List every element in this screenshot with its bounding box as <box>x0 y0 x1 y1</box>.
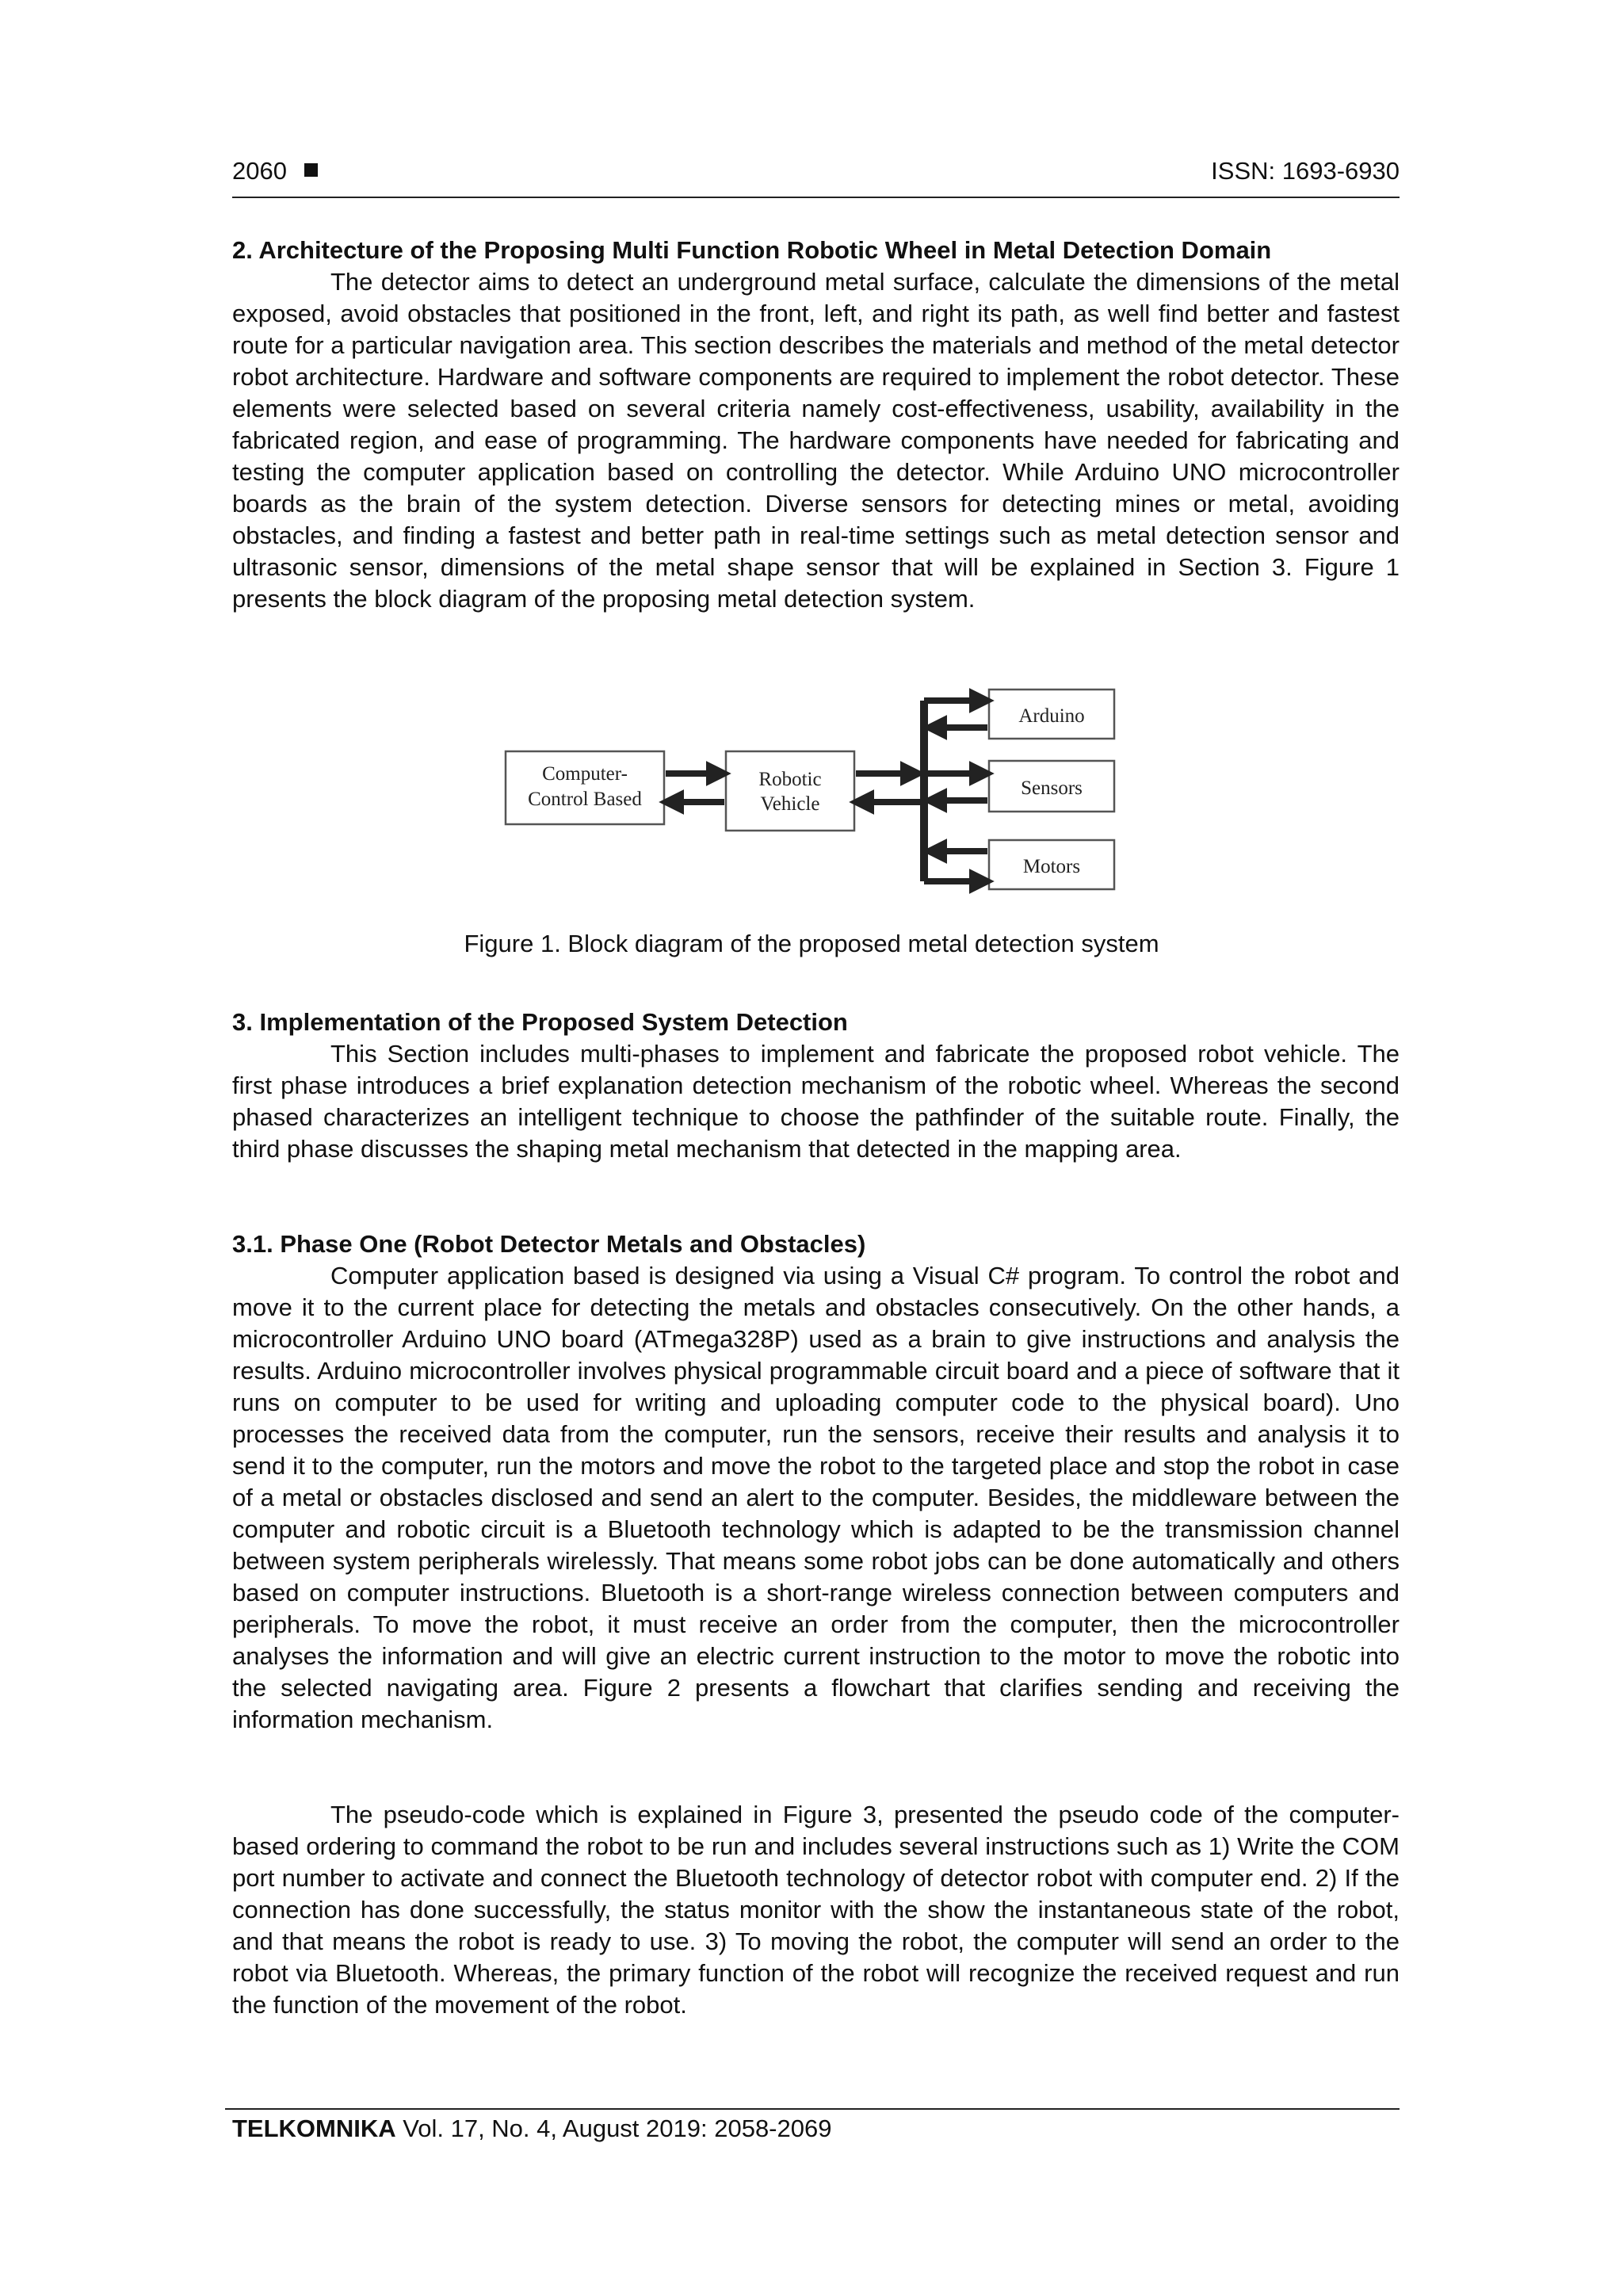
page-header <box>232 155 1400 198</box>
arduino-label: Arduino <box>1018 705 1085 727</box>
section-3-1-paragraph-2: The pseudo-code which is explained in Figure 3, presented the pseudo code of the computer-based ordering to command the robot to be run and includes several instructions such as 1) Write the COM port number to activate and connect the Bluetooth technology of detector robot with computer end. 2) If the connection has done successfully, the status monitor with the show the instantaneous state of the robot, and that means the robot is ready to use. 3) To moving the robot, the computer will send an order to the robot via Bluetooth. Whereas, the primary function of the robot will recognize the received request and run the function of the movement of the robot. <box>232 1801 1400 2019</box>
section-2-paragraph: The detector aims to detect an underground metal surface, calculate the dimensions of the metal exposed, avoid obstacles that positioned in the front, left, and right its path, as well find better and fastest route for a particular navigation area. This section describes the materials and method of the metal detector robot architecture. Hardware and software components are required to implement the robot detector. These elements were selected based on several criteria namely cost-effectiveness, usability, availability in the fabricated region, and ease of programming. The hardware components have needed for fabricating and testing the computer application based on controlling the detector. While Arduino UNO microcontroller boards as the brain of the system detection. Diverse sensors for detecting mines or metal, avoiding obstacles, and finding a fastest and better path in real-time settings such as metal detection sensor and ultrasonic sensor, dimensions of the metal shape sensor that will be explained in Section 3. Figure 1 presents the block diagram of the proposing metal detection system. <box>232 268 1400 613</box>
sensors-label: Sensors <box>1021 777 1083 799</box>
arduino-block <box>989 690 1114 739</box>
robotic-label-line2: Vehicle <box>760 793 820 815</box>
section-2-heading: 2. Architecture of the Proposing Multi Function Robotic Wheel in Metal Detection Domain <box>232 236 1272 264</box>
robotic-label-line1: Robotic <box>758 769 822 790</box>
motors-block <box>989 840 1114 889</box>
section-3-1-paragraph-1: Computer application based is designed via using a Visual C# program. To control the robot and move it to the current place for detecting the metals and obstacles consecutively. On the other hands, a microcontroller Arduino UNO board (ATmega328P) used as a brain to give instructions and analysis the results. Arduino microcontroller involves physical programmable circuit board and a piece of software that it runs on computer to be used for writing and uploading computer code to the physical board). Uno processes the received data from the computer, run the sensors, receive their results and analysis it to send it to the computer, run the motors and move the robot to the targeted place and stop the robot in case of a metal or obstacles disclosed and send an alert to the computer. Besides, the middleware between the computer and robotic circuit is a Bluetooth technology which is adapted to be the transmission channel between system peripherals wirelessly. That means some robot jobs can be done automatically and others based on computer instructions. Bluetooth is a short-range wireless connection between computers and peripherals. To move the robot, it must receive an order from the computer, then the microcontroller analyses the information and will give an electric current instruction to the motor to move the robotic into the selected navigating area. Figure 2 presents a flowchart that clarifies sending and receiving the information mechanism. <box>232 1262 1400 1733</box>
section-3-heading: 3. Implementation of the Proposed System Detection <box>232 1008 848 1036</box>
figure-1-block-diagram <box>491 682 1125 904</box>
section-3-paragraph: This Section includes multi-phases to implement and fabricate the proposed robot vehicle. The first phase introduces a brief explanation detection mechanism of the robotic wheel. Whereas the second phased characterizes an intelligent technique to choose the pathfinder of the suitable route. Finally, the third phase discusses the shaping metal mechanism that detected in the mapping area. <box>232 1040 1400 1163</box>
page-number: 2060 <box>232 157 318 185</box>
issn: ISSN: 1693-6930 <box>1211 157 1400 185</box>
journal-citation: Vol. 17, No. 4, August 2019: 2058-2069 <box>395 2115 832 2142</box>
journal-name: TELKOMNIKA <box>232 2115 396 2142</box>
computer-control-block <box>506 751 664 824</box>
computer-label-line2: Control Based <box>528 789 642 810</box>
square-bullet-icon <box>304 163 318 177</box>
computer-label-line1: Computer- <box>542 763 628 785</box>
page-footer <box>232 2113 831 2145</box>
footer-rule <box>225 2108 1400 2110</box>
figure-1-caption: Figure 1. Block diagram of the proposed metal detection system <box>464 930 1159 957</box>
motors-label: Motors <box>1022 856 1081 877</box>
robotic-vehicle-block <box>726 751 854 831</box>
sensors-block <box>989 761 1114 812</box>
section-3-1-heading: 3.1. Phase One (Robot Detector Metals and Obstacles) <box>232 1230 866 1258</box>
